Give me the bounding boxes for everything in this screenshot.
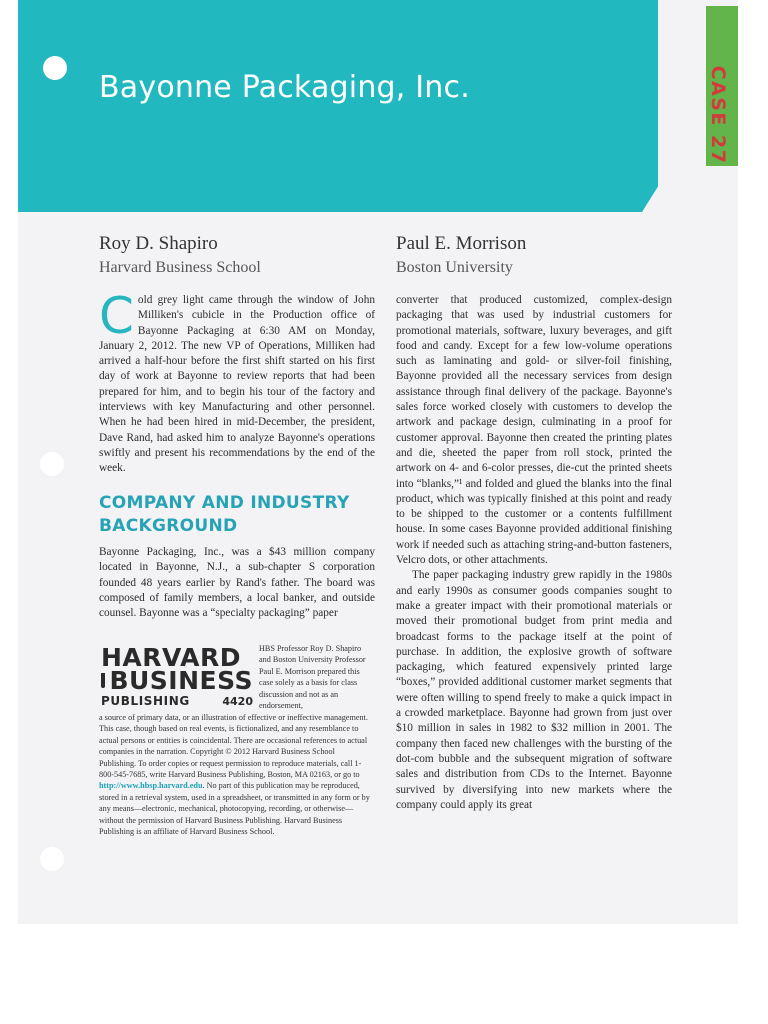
right-column	[396, 293, 672, 813]
title-banner	[18, 0, 658, 212]
author-name: Paul E. Morrison	[396, 233, 527, 254]
logo-business-text: BUSINESS	[109, 666, 253, 695]
section-heading	[99, 492, 375, 538]
logo-line-harvard: HARVARD	[101, 643, 242, 672]
punch-hole-middle	[40, 452, 64, 476]
copyright-text-b: . No part of this publication may be reproduced, stored in a retrieval system, used in a spreadsheet, or transmitted in any form or by any means—electronic, mechanical, photocopying, recording, or otherwise—without the permission of Harvard Business Publishing. Harvard Business Publishing is an affiliate of Harvard Business School.	[99, 781, 370, 837]
logo-publishing-text: PUBLISHING	[101, 694, 190, 708]
author-left	[99, 233, 261, 279]
case-title: Bayonne Packaging, Inc.	[99, 70, 470, 105]
punch-hole-bottom	[40, 847, 64, 871]
drop-cap: C	[99, 287, 134, 345]
author-school: Boston University	[396, 259, 513, 276]
case-number-label: CASE 27	[707, 65, 729, 165]
left-column	[99, 287, 375, 477]
right-paragraph-1: converter that produced customized, complex-design packaging that was used by industrial customers for promotional materials, software, luxury beverages, and gift food and candy. Except for a few low-volume operations such as laminating and gold- or silver-foil finishing, Bayonne provided all the necessary services from design assistance through final delivery of the package. Bayonne's sales force worked closely with customers to develop the artwork and package design, culminating in a proof for customer approval. Bayonne then created the printing plates and die, sheeted the paper from roll stock, printed the artwork on 4- and 6-color presses, die-cut the printed sheets into “blanks,”¹ and folded and glued the blanks into the final product, which was typically finished at this point and ready to be shipped to the customer or a contents fulfillment house. In some cases Bayonne provided additional finishing work if needed such as attaching string-and-button fasteners, Velcro dots, or other attachments.	[396, 294, 672, 567]
shield-icon	[101, 673, 105, 688]
section-heading-line1: COMPANY AND INDUSTRY	[99, 493, 350, 513]
product-number: 4420	[222, 695, 253, 708]
author-school: Harvard Business School	[99, 259, 261, 276]
logo-line-publishing	[101, 694, 253, 708]
section-heading-line2: BACKGROUND	[99, 516, 238, 536]
section-paragraph: Bayonne Packaging, Inc., was a $43 million company located in Bayonne, N.J., a sub-chapter S corporation founded 48 years earlier by Rand's father. The board was composed of family members, a local banker, and outside counsel. Bayonne was a “specialty packaging” paper	[99, 546, 375, 620]
hbsp-link[interactable]: http://www.hbsp.harvard.edu	[99, 781, 203, 791]
author-right	[396, 233, 526, 279]
logo-line-business	[101, 666, 253, 695]
copyright-notice	[99, 712, 373, 837]
copyright-text-a: a source of primary data, or an illustration of effective or ineffective management. This case, though based on real events, is fictionalized, and any resemblance to actual persons or entities is coincidental. There are occasional references to actual companies in the narration. Copyright © 2012 Harvard Business School Publishing. To order copies or request permission to reproduce materials, call 1-800-545-7685, write Harvard Business Publishing, Boston, MA 02163, or go to	[99, 713, 368, 780]
right-paragraph-2: The paper packaging industry grew rapidly in the 1980s and early 1990s as consumer goods companies sought to make a greater impact with their promotional materials or moved their promotional budget from print media and broadcast forms to the package itself at the point of purchase. In addition, the explosive growth of software packaging, which featured expensively printed large “boxes,” provided additional customer market segments that were often willing to spend freely to make a quick impact in a crowded marketplace. Bayonne had grown from just over $10 million in sales in 1982 to $32 million in 2001. The company then faced new challenges with the bursting of the dot-com bubble and the subsequent migration of software sales and distribution from CDs to the Internet. Bayonne survived by diversifying into new markets where the company could apply its great	[396, 569, 672, 811]
intro-paragraph	[99, 287, 375, 477]
left-column-section	[99, 545, 375, 621]
intro-text: old grey light came through the window of John Milliken's cubicle in the Production office of Bayonne Packaging at 6:30 AM on Monday, January 2, 2012. The new VP of Operations, Milliken had arrived a half-hour before the first shift started on his first day of work at Bayonne to review reports that had been prepared for him, and to begin his tour of the factory and interviews with key Manufacturing and other personnel. When he had been hired in mid-December, the president, Dave Rand, had asked him to analyze Bayonne's operations swiftly and present his recommendations by the end of the week.	[99, 294, 375, 475]
punch-hole-top	[43, 56, 67, 80]
harvard-business-publishing-logo	[101, 643, 253, 708]
author-name: Roy D. Shapiro	[99, 233, 218, 254]
copyright-notice-side: HBS Professor Roy D. Shapiro and Boston University Professor Paul E. Morrison prepared this case solely as a basis for class discussion and not as an endorsement,	[259, 644, 366, 711]
